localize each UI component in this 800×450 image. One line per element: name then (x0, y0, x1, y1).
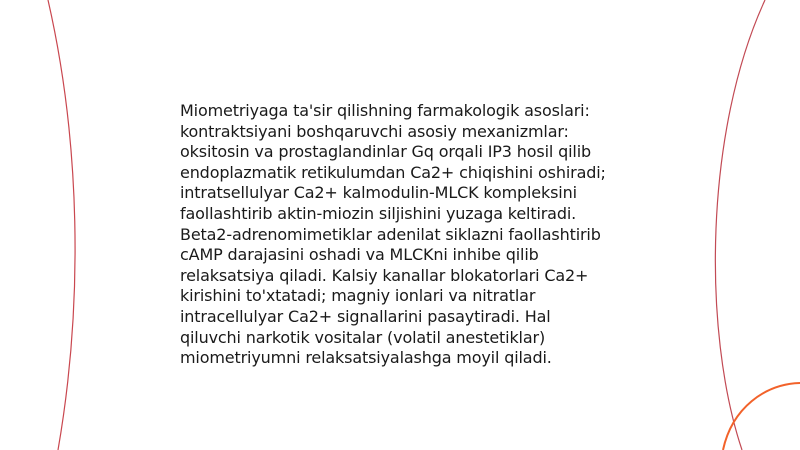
slide-body-text: Miometriyaga ta'sir qilishning farmakologik asoslari: kontraktsiyani boshqaruvchi asosiy mexanizmlar: oksitosin va prostaglandinlar Gq orqali IP3 hosil qilib endoplazmatik retikulumdan Ca2+ chiqishini oshiradi; intratsellulyar Ca2+ kalmodulin-MLCK kompleksini faollashtirib aktin-miozin siljishini yuzaga keltiradi. Beta2-adrenomimetiklar adenilat siklazni faollashtirib cAMP darajasini oshadi va MLCKni inhibe qilib relaksatsiya qiladi. Kalsiy kanallar blokatorlari Ca2+ kirishini to'xtatadi; magniy ionlari va nitratlar intracellulyar Ca2+ signallarini pasaytiradi. Hal qiluvchi narkotik vositalar (volatil anestetiklar) miometriyumni relaksatsiyalashga moyil qiladi. (180, 101, 606, 368)
right-arc-line (715, 0, 765, 450)
left-arc-line (48, 0, 75, 450)
orange-arc-line (723, 383, 800, 450)
